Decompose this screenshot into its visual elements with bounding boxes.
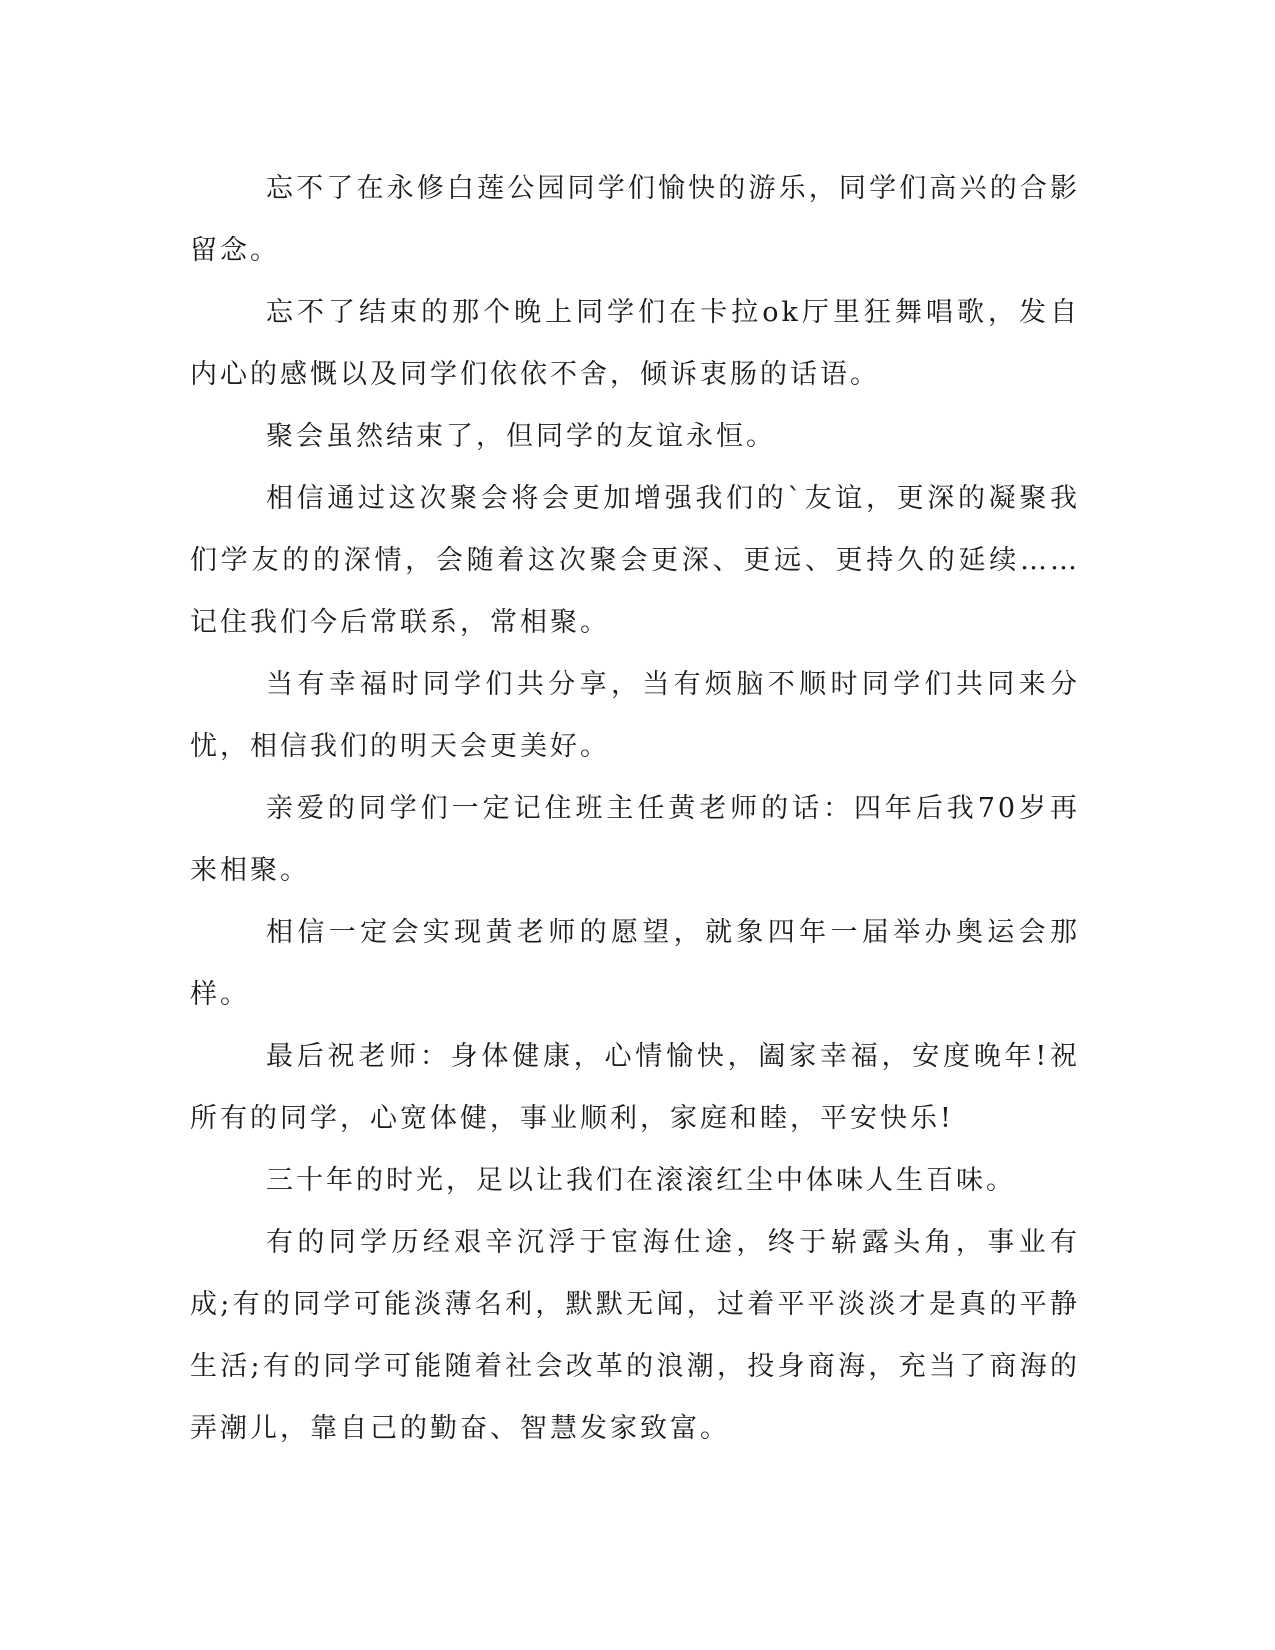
document-body bbox=[190, 158, 1080, 1460]
paragraph: 亲爱的同学们一定记住班主任黄老师的话：四年后我70岁再来相聚。 bbox=[190, 793, 1080, 886]
paragraph: 最后祝老师：身体健康，心情愉快，阖家幸福，安度晚年!祝所有的同学，心宽体健，事业顺利，家庭和睦，平安快乐! bbox=[190, 1041, 1080, 1134]
paragraph: 聚会虽然结束了，但同学的友谊永恒。 bbox=[266, 421, 776, 452]
paragraph: 忘不了结束的那个晚上同学们在卡拉ok厅里狂舞唱歌，发自内心的感慨以及同学们依依不舍，倾诉衷肠的话语。 bbox=[190, 297, 1080, 390]
paragraph: 有的同学历经艰辛沉浮于宦海仕途，终于崭露头角，事业有成;有的同学可能淡薄名利，默默无闻，过着平平淡淡才是真的平静生活;有的同学可能随着社会改革的浪潮，投身商海，充当了商海的弄潮儿，靠自己的勤奋、智慧发家致富。 bbox=[190, 1227, 1080, 1444]
paragraph: 忘不了在永修白莲公园同学们愉快的游乐，同学们高兴的合影留念。 bbox=[190, 173, 1080, 266]
paragraph: 相信一定会实现黄老师的愿望，就象四年一届举办奥运会那样。 bbox=[190, 917, 1080, 1010]
paragraph: 相信通过这次聚会将会更加增强我们的`友谊，更深的凝聚我们学友的的深情，会随着这次聚会更深、更远、更持久的延续……记住我们今后常联系，常相聚。 bbox=[190, 483, 1080, 638]
paragraph: 当有幸福时同学们共分享，当有烦脑不顺时同学们共同来分忧，相信我们的明天会更美好。 bbox=[190, 669, 1080, 762]
paragraph: 三十年的时光，足以让我们在滚滚红尘中体味人生百味。 bbox=[266, 1165, 1016, 1196]
